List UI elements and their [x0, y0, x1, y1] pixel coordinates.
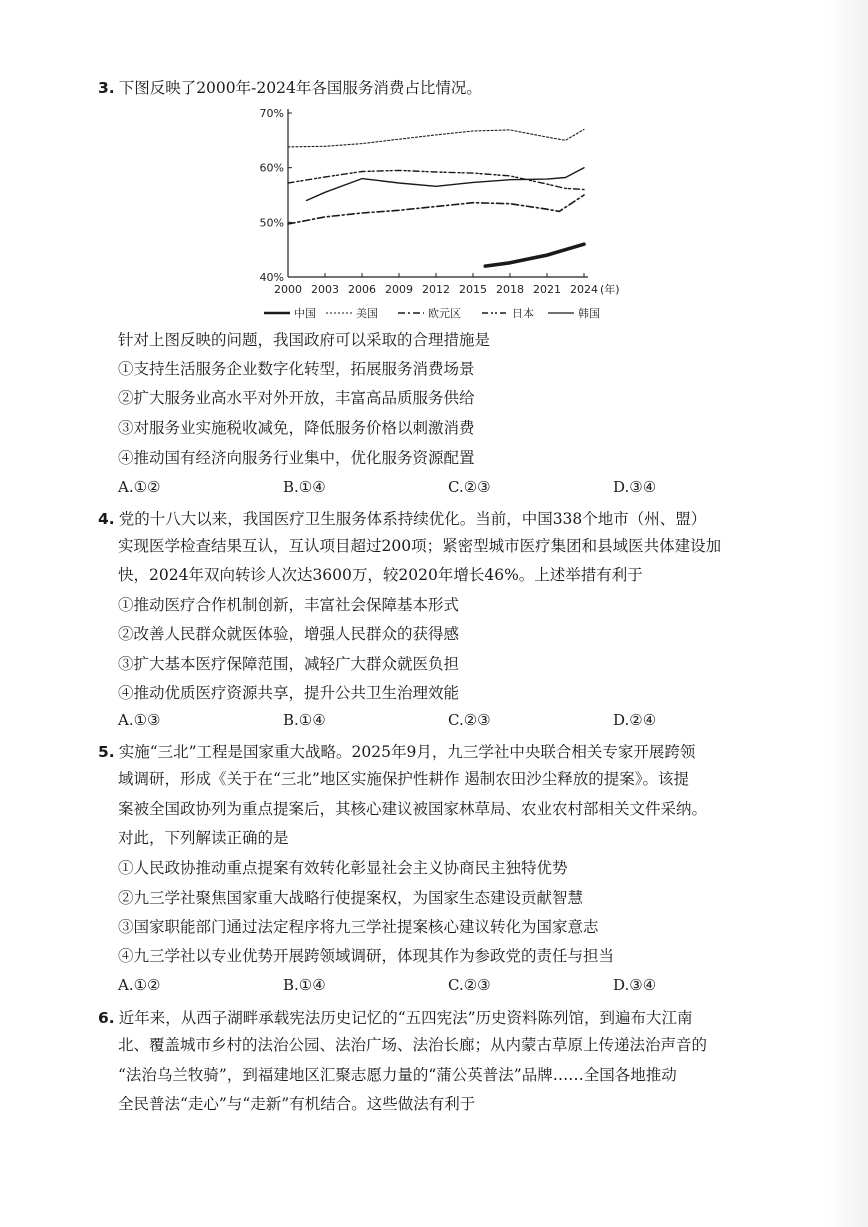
q3-stem — [98, 74, 828, 103]
q4-stem-line-1 — [98, 505, 828, 534]
q4-number: 4. — [98, 510, 115, 528]
scan-edge-shadow — [828, 0, 868, 1227]
q5-item-2[interactable]: ②九三学社聚焦国家重大战略行使提案权，为国家生态建设贡献智慧 — [118, 889, 584, 907]
q6-stem-line-2: 北、覆盖城市乡村的法治公园、法治广场、法治长廊；从内蒙古草原上传递法治声音的 — [118, 1036, 708, 1054]
legend-label: 欧元区 — [428, 307, 461, 320]
x-tick-label: 2018 — [496, 283, 524, 296]
q6-stem-line-4: 全民普法“走心”与“走新”有机结合。这些做法有利于 — [118, 1095, 476, 1113]
q4-options — [118, 711, 678, 733]
series-line-dashdot — [288, 195, 584, 224]
q3-option-c[interactable]: C.②③ — [448, 478, 491, 496]
x-tick-label: 2012 — [422, 283, 450, 296]
q4-item-1[interactable]: ①推动医疗合作机制创新，丰富社会保障基本形式 — [118, 596, 460, 614]
series-line-thick — [485, 244, 584, 266]
y-tick-label: 60% — [259, 161, 284, 175]
series-line-dotted — [288, 129, 584, 147]
x-tick-label: 2021 — [533, 283, 561, 296]
q3-option-a[interactable]: A.①② — [118, 478, 161, 496]
q3-number: 3. — [98, 79, 115, 97]
legend-label: 日本 — [512, 307, 534, 320]
q3-item-1[interactable]: ①支持生活服务企业数字化转型，拓展服务消费场景 — [118, 360, 475, 378]
q5-option-b[interactable]: B.①④ — [283, 976, 326, 994]
legend-label: 韩国 — [578, 307, 600, 320]
q5-options — [118, 976, 678, 998]
q5-option-a[interactable]: A.①② — [118, 976, 161, 994]
legend-label: 美国 — [356, 307, 378, 320]
q5-stem-text-1: 实施“三北”工程是国家重大战略。2025年9月，九三学社中央联合相关专家开展跨领 — [118, 743, 696, 761]
q5-option-c[interactable]: C.②③ — [448, 976, 491, 994]
q4-stem-text-1: 党的十八大以来，我国医疗卫生服务体系持续优化。当前，中国338个地市（州、盟） — [118, 510, 707, 528]
q3-stem-text: 下图反映了2000年-2024年各国服务消费占比情况。 — [118, 79, 482, 97]
q6-stem-text-1: 近年来，从西子湖畔承载宪法历史记忆的“五四宪法”历史资料陈列馆，到遍布大江南 — [118, 1009, 693, 1027]
q4-option-b[interactable]: B.①④ — [283, 711, 326, 729]
q3-lead: 针对上图反映的问题，我国政府可以采取的合理措施是 — [118, 331, 491, 349]
x-unit-label: (年) — [600, 283, 620, 296]
x-tick-label: 2009 — [385, 283, 413, 296]
q5-stem-line-3: 案被全国政协列为重点提案后，其核心建议被国家林草局、农业农村部相关文件采纳。 — [118, 800, 708, 818]
q4-item-4[interactable]: ④推动优质医疗资源共享，提升公共卫生治理效能 — [118, 684, 460, 702]
q6-number: 6. — [98, 1009, 115, 1027]
q3-option-b[interactable]: B.①④ — [283, 478, 326, 496]
legend-label: 中国 — [294, 307, 316, 320]
x-tick-label: 2015 — [459, 283, 487, 296]
q4-option-d[interactable]: D.②④ — [613, 711, 657, 729]
q4-item-3[interactable]: ③扩大基本医疗保障范围，减轻广大群众就医负担 — [118, 655, 460, 673]
q5-stem-line-2: 域调研，形成《关于在“三北”地区实施保护性耕作 遏制农田沙尘释放的提案》。该提 — [118, 770, 690, 788]
q4-item-2[interactable]: ②改善人民群众就医体验，增强人民群众的获得感 — [118, 625, 460, 643]
q3-item-4[interactable]: ④推动国有经济向服务行业集中，优化服务资源配置 — [118, 449, 475, 467]
x-tick-label: 2006 — [348, 283, 376, 296]
q5-stem-line-4: 对此，下列解读正确的是 — [118, 829, 289, 847]
y-tick-label: 50% — [259, 216, 284, 230]
q4-option-c[interactable]: C.②③ — [448, 711, 491, 729]
q6-stem-line-1 — [98, 1004, 828, 1033]
q5-item-3[interactable]: ③国家职能部门通过法定程序将九三学社提案核心建议转化为国家意志 — [118, 918, 599, 936]
y-tick-label: 70% — [259, 107, 284, 120]
q5-number: 5. — [98, 743, 115, 761]
x-tick-label: 2003 — [311, 283, 339, 296]
q6-stem-line-3: “法治乌兰牧骑”，到福建地区汇聚志愿力量的“蒲公英普法”品牌……全国各地推动 — [118, 1066, 677, 1084]
q3-options — [118, 478, 678, 500]
y-tick-label: 40% — [259, 271, 284, 284]
q4-option-a[interactable]: A.①③ — [118, 711, 161, 729]
q4-stem-line-3: 快，2024年双向转诊人次达3600万，较2020年增长46%。上述举措有利于 — [118, 566, 643, 584]
q4-stem-line-2: 实现医学检查结果互认，互认项目超过200项；紧密型城市医疗集团和县域医共体建设加 — [118, 537, 722, 555]
x-tick-label: 2000 — [274, 283, 302, 296]
q5-option-d[interactable]: D.③④ — [613, 976, 657, 994]
q3-item-3[interactable]: ③对服务业实施税收减免，降低服务价格以刺激消费 — [118, 419, 475, 437]
q3-option-d[interactable]: D.③④ — [613, 478, 657, 496]
q5-item-4[interactable]: ④九三学社以专业优势开展跨领域调研，体现其作为参政党的责任与担当 — [118, 947, 615, 965]
service-consumption-chart — [248, 104, 648, 326]
q3-item-2[interactable]: ②扩大服务业高水平对外开放，丰富高品质服务供给 — [118, 389, 475, 407]
q5-item-1[interactable]: ①人民政协推动重点提案有效转化彰显社会主义协商民主独特优势 — [118, 859, 568, 877]
q5-stem-line-1 — [98, 738, 828, 767]
x-tick-label: 2024 — [570, 283, 598, 296]
